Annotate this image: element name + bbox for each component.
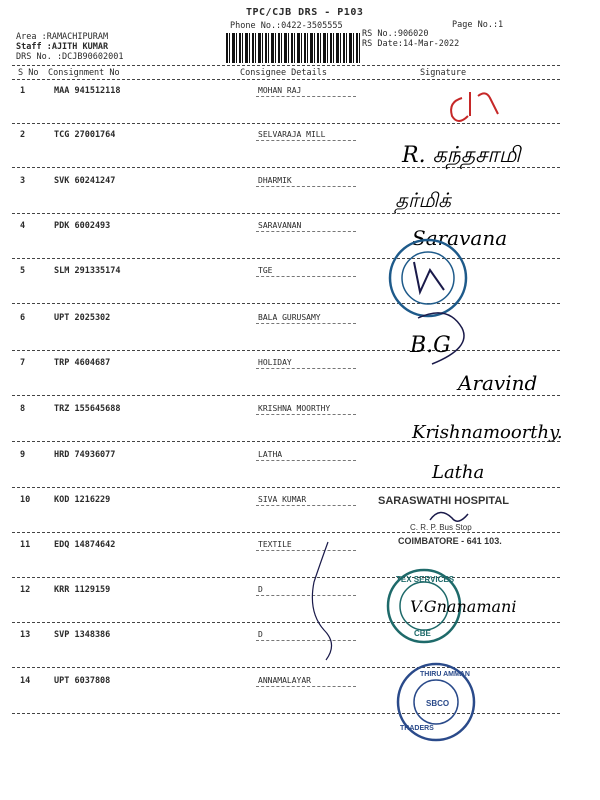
row-consignment: SVK 60241247 [54, 176, 116, 186]
hospital-name: SARASWATHI HOSPITAL [378, 495, 509, 507]
row-serial: 5 [20, 266, 26, 276]
row-consignment: TRZ 155645688 [54, 404, 121, 414]
row-consignee: LATHA [258, 450, 283, 459]
row-serial: 8 [20, 404, 26, 414]
row-consignment: EDQ 14874642 [54, 540, 116, 550]
row-consignee: TGE [258, 266, 273, 275]
signature-4: Saravana [412, 226, 508, 250]
row-consignee: SARAVANAN [258, 221, 302, 230]
row-consignee: SIVA KUMAR [258, 495, 307, 504]
row-consignee: BALA GURUSAMY [258, 313, 321, 322]
page-number: Page No.:1 [452, 20, 504, 30]
row-consignment: KRR 1129159 [54, 585, 111, 595]
row-serial: 1 [20, 86, 26, 96]
signature-3: தர்மிக் [395, 188, 451, 212]
row-consignment: SVP 1348386 [54, 630, 111, 640]
drs-number: DRS No. :DCJB90602001 [16, 52, 124, 62]
row-consignee: HOLIDAY [258, 358, 292, 367]
row-serial: 13 [20, 630, 31, 640]
col-consignee: Consignee Details [240, 68, 327, 78]
row-consignee: DHARMIK [258, 176, 292, 185]
row-consignee: SELVARAJA MILL [258, 130, 326, 139]
row-consignee: MOHAN RAJ [258, 86, 302, 95]
col-sno: S No [18, 68, 39, 78]
col-consignment: Consignment No [48, 68, 120, 78]
hospital-stamp [378, 495, 509, 546]
col-signature: Signature [420, 68, 467, 78]
hospital-sub: C. R. P. Bus Stop [410, 523, 472, 532]
signature-1 [451, 92, 498, 121]
amman-stamp [398, 664, 474, 740]
tex-city-label: CBE [414, 629, 431, 638]
row-consignment: UPT 6037808 [54, 676, 111, 686]
tex-services-label: TEX SERVICES [396, 575, 455, 584]
row-serial: 14 [20, 676, 31, 686]
signature-12: V.Gnanamani [410, 597, 517, 616]
signature-6: B.G [410, 333, 451, 358]
phone-number: Phone No.:0422-3505555 [230, 21, 343, 31]
row-consignment: HRD 74936077 [54, 450, 116, 460]
row-consignee: D [258, 585, 263, 594]
traders-label: TRADERS [400, 725, 434, 732]
row-serial: 9 [20, 450, 26, 460]
pen-stroke [312, 542, 331, 660]
row-consignment: PDK 6002493 [54, 221, 111, 231]
row-consignment: TRP 4604687 [54, 358, 111, 368]
row-serial: 3 [20, 176, 26, 186]
rs-date: RS Date:14-Mar-2022 [362, 39, 460, 49]
row-consignment: SLM 291335174 [54, 266, 121, 276]
row-serial: 4 [20, 221, 26, 231]
row-consignment: TCG 27001764 [54, 130, 116, 140]
row-consignment: KOD 1216229 [54, 495, 111, 505]
document-title: TPC/CJB DRS - P103 [246, 7, 364, 18]
tex-stamp-1 [390, 240, 466, 316]
row-serial: 2 [20, 130, 26, 140]
staff-field: Staff :AJITH KUMAR [16, 42, 109, 52]
hospital-city: COIMBATORE - 641 103. [398, 536, 502, 546]
sbco-label: SBCO [426, 699, 450, 708]
row-serial: 7 [20, 358, 26, 368]
area-field: Area :RAMACHIPURAM [16, 32, 109, 42]
rs-number: RS No.:906020 [362, 29, 429, 39]
row-serial: 12 [20, 585, 31, 595]
signature-7: Aravind [458, 371, 538, 395]
row-serial: 6 [20, 313, 26, 323]
row-consignee: TEXTILE [258, 540, 292, 549]
row-consignment: MAA 941512118 [54, 86, 121, 96]
signature-9: Latha [432, 462, 485, 483]
row-consignee: D [258, 630, 263, 639]
row-consignment: UPT 2025302 [54, 313, 111, 323]
signature-2: R. கந்தசாமி [402, 143, 521, 168]
row-consignee: ANNAMALAYAR [258, 676, 311, 685]
row-serial: 10 [20, 495, 31, 505]
row-serial: 11 [20, 540, 31, 550]
thiru-amman-label: THIRU AMMAN [420, 671, 470, 678]
signature-8: Krishnamoorthy. [412, 422, 563, 443]
row-consignee: KRISHNA MOORTHY [258, 404, 331, 413]
